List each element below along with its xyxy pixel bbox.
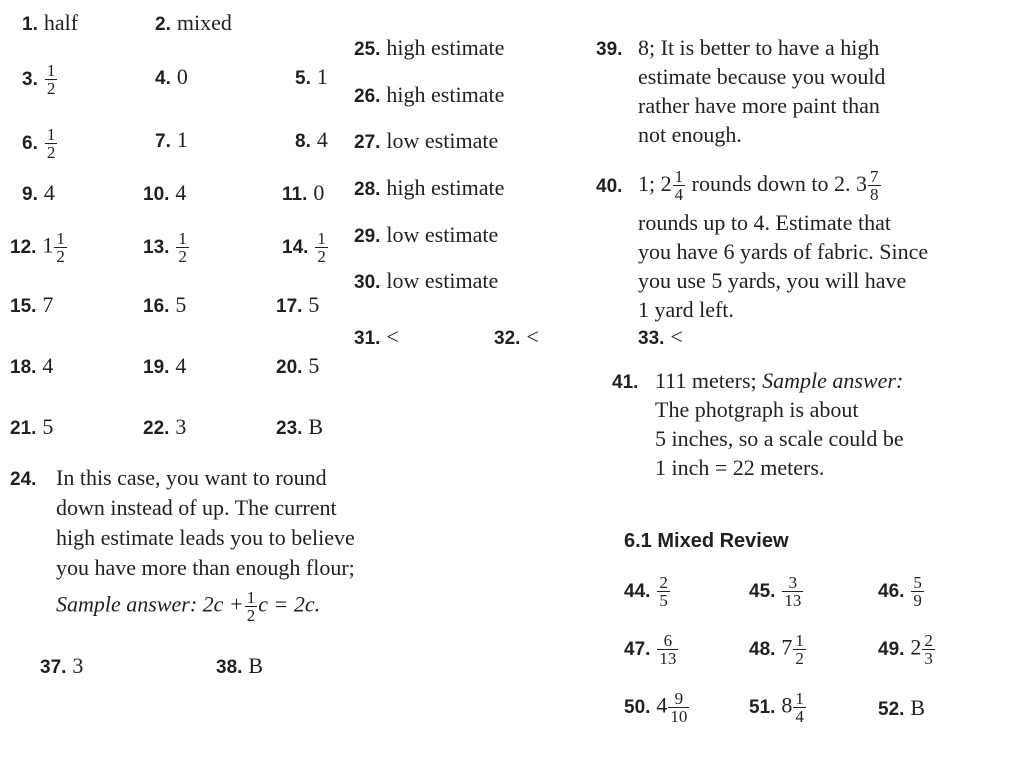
answer-41: 41. 111 meters; Sample answer: The photgraph is about 5 inches, so a scale could be 1 inch = 22 meters.	[612, 368, 904, 480]
fraction: $\frac{7}{8}$	[870, 167, 879, 205]
answer-39: 39. 8; It is better to have a high estimate because you would rather have more paint than not enough.	[596, 35, 886, 147]
answer-14: 14. $\frac{1}{2}$	[282, 229, 326, 266]
fraction: $\frac{1}{2}$	[46, 125, 56, 162]
answer-22: 22. 3	[143, 414, 187, 439]
fraction: $\frac{1}{2}$	[56, 229, 65, 266]
answer-8: 8. 4	[295, 127, 328, 152]
answer-9: 9. 4	[22, 180, 55, 205]
fraction: $\frac{1}{2}$	[178, 229, 187, 266]
answer-5: 5. 1	[295, 64, 328, 89]
fraction: $\frac{5}{9}$	[913, 573, 922, 610]
answer-46: 46. $\frac{5}{9}$	[878, 573, 922, 610]
answer-24: 24. In this case, you want to round down instead of up. The current high estimate leads you to believe you have more than enough flour; Sample answer: 2c + $\frac{1}{2}$ c = 2c.	[10, 465, 355, 625]
answer-52: 52. B	[878, 695, 926, 720]
answer-30: 30. low estimate	[354, 268, 499, 293]
answer-29: 29. low estimate	[354, 222, 499, 247]
answer-6: 6. $\frac{1}{2}$	[22, 125, 56, 162]
answer-48: 48. 7 $\frac{1}{2}$	[749, 631, 804, 668]
answer-40: 40. 1; 2 $\frac{1}{4}$ rounds down to 2. 3 $\frac{7}{8}$ rounds up to 4. Estimate that you have 6 yards of fabric. Since you use 5 yards, you will have 1 yard left.	[596, 167, 929, 322]
fraction: $\frac{1}{2}$	[317, 229, 326, 266]
answer-1: 1. half	[22, 10, 79, 35]
sample-answer-equation: Sample answer: 2c + $\frac{1}{2}$ c = 2c.	[56, 588, 321, 625]
answer-20: 20. 5	[276, 353, 320, 378]
answer-31: 31. <	[354, 324, 399, 349]
answer-45: 45. $\frac{3}{13}$	[749, 573, 802, 610]
answer-4: 4. 0	[155, 64, 188, 89]
answer-51: 51. 8 $\frac{1}{4}$	[749, 689, 804, 726]
fraction: $\frac{1}{2}$	[795, 631, 804, 668]
answer-25: 25. high estimate	[354, 35, 505, 60]
fraction: $\frac{1}{2}$	[46, 61, 56, 98]
answer-27: 27. low estimate	[354, 128, 499, 153]
fraction: $\frac{1}{4}$	[674, 167, 684, 205]
answer-10: 10. 4	[143, 180, 187, 205]
answer-15: 15. 7	[10, 292, 54, 317]
answer-47: 47. $\frac{6}{13}$	[624, 631, 677, 668]
mixed-review-heading: 6.1 Mixed Review	[624, 530, 789, 552]
answer-3: 3. $\frac{1}{2}$	[22, 61, 56, 98]
answer-32: 32. <	[494, 324, 539, 349]
answer-33: 33. <	[638, 324, 683, 349]
answer-19: 19. 4	[143, 353, 187, 378]
fraction: $\frac{2}{3}$	[924, 631, 933, 668]
answer-28: 28. high estimate	[354, 175, 505, 200]
fraction: $\frac{1}{4}$	[795, 689, 804, 726]
answer-23: 23. B	[276, 414, 324, 439]
fraction: $\frac{9}{10}$	[670, 689, 688, 726]
answer-26: 26. high estimate	[354, 82, 505, 107]
answer-7: 7. 1	[155, 127, 188, 152]
answer-13: 13. $\frac{1}{2}$	[143, 229, 187, 266]
answer-38: 38. B	[216, 653, 264, 678]
answer-18: 18. 4	[10, 353, 54, 378]
answer-16: 16. 5	[143, 292, 187, 317]
answer-17: 17. 5	[276, 292, 320, 317]
answer-50: 50. 4 $\frac{9}{10}$	[624, 689, 688, 726]
answer-21: 21. 5	[10, 414, 54, 439]
fraction: $\frac{1}{2}$	[246, 588, 256, 625]
fraction: $\frac{2}{5}$	[659, 573, 668, 610]
fraction: $\frac{6}{13}$	[659, 631, 677, 668]
answer-11: 11. 0	[282, 180, 325, 205]
answer-12: 12. 1 $\frac{1}{2}$	[10, 229, 65, 266]
answer-44: 44. $\frac{2}{5}$	[624, 573, 668, 610]
fraction: $\frac{3}{13}$	[784, 573, 802, 610]
answer-2: 2. mixed	[155, 10, 232, 35]
answer-49: 49. 2 $\frac{2}{3}$	[878, 631, 933, 668]
answer-37: 37. 3	[40, 653, 84, 678]
